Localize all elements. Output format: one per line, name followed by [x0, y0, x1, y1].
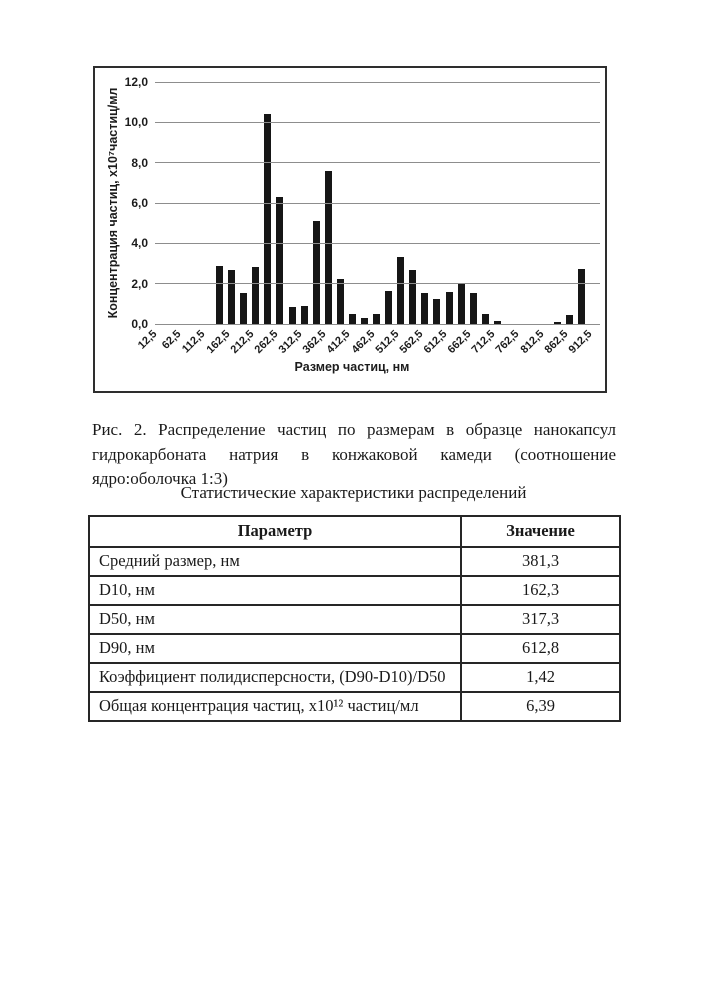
param-cell: Общая концентрация частиц, х10¹² частиц/мл — [89, 692, 461, 721]
figure-caption: Рис. 2. Распределение частиц по размерам в образце нанокапсул гидрокарбоната натрия в конжаковой камеди (соотношение ядро:оболочка 1:3) — [92, 420, 616, 488]
x-tick-label: 862,5 — [542, 328, 571, 356]
bar-712,5 — [482, 314, 489, 324]
x-tick-label: 112,5 — [180, 328, 208, 356]
x-tick-label: 512,5 — [373, 328, 402, 356]
x-tick-label: 612,5 — [421, 328, 450, 356]
value-cell: 612,8 — [461, 634, 620, 663]
x-tick-label: 362,5 — [300, 328, 329, 356]
bar-587,5 — [421, 293, 428, 324]
gridline — [155, 324, 600, 325]
gridline — [155, 243, 600, 244]
gridline — [155, 162, 600, 163]
x-tick-label: 762,5 — [494, 328, 522, 356]
bar-337,5 — [301, 306, 308, 324]
param-cell: D50, нм — [89, 605, 461, 634]
value-cell: 381,3 — [461, 547, 620, 576]
y-tick-label: 2,0 — [131, 276, 148, 291]
x-tick-label: 562,5 — [397, 328, 426, 356]
bar-187,5 — [228, 270, 235, 324]
param-cell: D90, нм — [89, 634, 461, 663]
bar-687,5 — [470, 293, 477, 324]
y-tick-label: 4,0 — [131, 236, 148, 251]
bar-362,5 — [313, 221, 320, 324]
x-tick-label: 262,5 — [252, 328, 281, 356]
x-axis-title: Размер частиц, нм — [294, 360, 410, 374]
bar-537,5 — [397, 257, 404, 324]
param-cell: Средний размер, нм — [89, 547, 461, 576]
table-row — [89, 692, 620, 721]
x-tick-label: 912,5 — [566, 328, 595, 356]
table-row — [89, 663, 620, 692]
table-header-row — [89, 516, 620, 547]
table-row — [89, 605, 620, 634]
y-axis-title: Концентрация частиц, х10⁷частиц/мл — [106, 87, 120, 319]
bar-562,5 — [409, 270, 416, 324]
x-tick-label: 12,5 — [135, 328, 160, 352]
table-row — [89, 634, 620, 663]
bar-312,5 — [289, 307, 296, 324]
value-cell: 6,39 — [461, 692, 620, 721]
bar-912,5 — [578, 269, 585, 324]
bar-262,5 — [264, 114, 271, 324]
x-tick-label: 212,5 — [228, 328, 257, 356]
gridline — [155, 203, 600, 204]
gridline — [155, 82, 600, 83]
bar-637,5 — [446, 292, 453, 324]
x-tick-label: 62,5 — [160, 328, 184, 352]
y-tick-label: 12,0 — [124, 75, 148, 89]
x-tick-label: 812,5 — [518, 328, 547, 356]
value-cell: 162,3 — [461, 576, 620, 605]
gridline — [155, 283, 600, 284]
bar-662,5 — [458, 283, 465, 324]
x-tick-label: 462,5 — [349, 328, 377, 356]
bar-387,5 — [325, 171, 332, 324]
y-tick-label: 0,0 — [131, 317, 148, 331]
value-cell: 317,3 — [461, 605, 620, 634]
header-value: Значение — [461, 516, 620, 547]
param-cell: Коэффициент полидисперсности, (D90-D10)/D50 — [89, 663, 461, 692]
bar-437,5 — [349, 314, 356, 324]
bar-162,5 — [216, 266, 223, 324]
bar-412,5 — [337, 279, 344, 324]
x-tick-label: 712,5 — [469, 328, 498, 356]
y-tick-label: 10,0 — [124, 115, 148, 130]
stats-table — [88, 515, 621, 722]
bar-612,5 — [433, 299, 440, 324]
x-tick-label: 312,5 — [276, 328, 305, 356]
y-tick-label: 8,0 — [131, 155, 148, 170]
bar-512,5 — [385, 291, 392, 324]
value-cell: 1,42 — [461, 663, 620, 692]
table-title: Статистические характеристики распределений — [180, 483, 527, 502]
figure-2-chart — [93, 66, 607, 393]
header-parameter: Параметр — [89, 516, 461, 547]
gridline — [155, 122, 600, 123]
table-row — [89, 576, 620, 605]
bar-212,5 — [240, 293, 247, 324]
param-cell: D10, нм — [89, 576, 461, 605]
bar-487,5 — [373, 314, 380, 324]
x-tick-label: 412,5 — [324, 328, 353, 356]
bar-287,5 — [276, 197, 283, 324]
x-tick-label: 162,5 — [204, 328, 233, 356]
bar-237,5 — [252, 267, 259, 324]
y-tick-label: 6,0 — [131, 196, 148, 210]
x-tick-label: 662,5 — [445, 328, 474, 356]
table-row — [89, 547, 620, 576]
